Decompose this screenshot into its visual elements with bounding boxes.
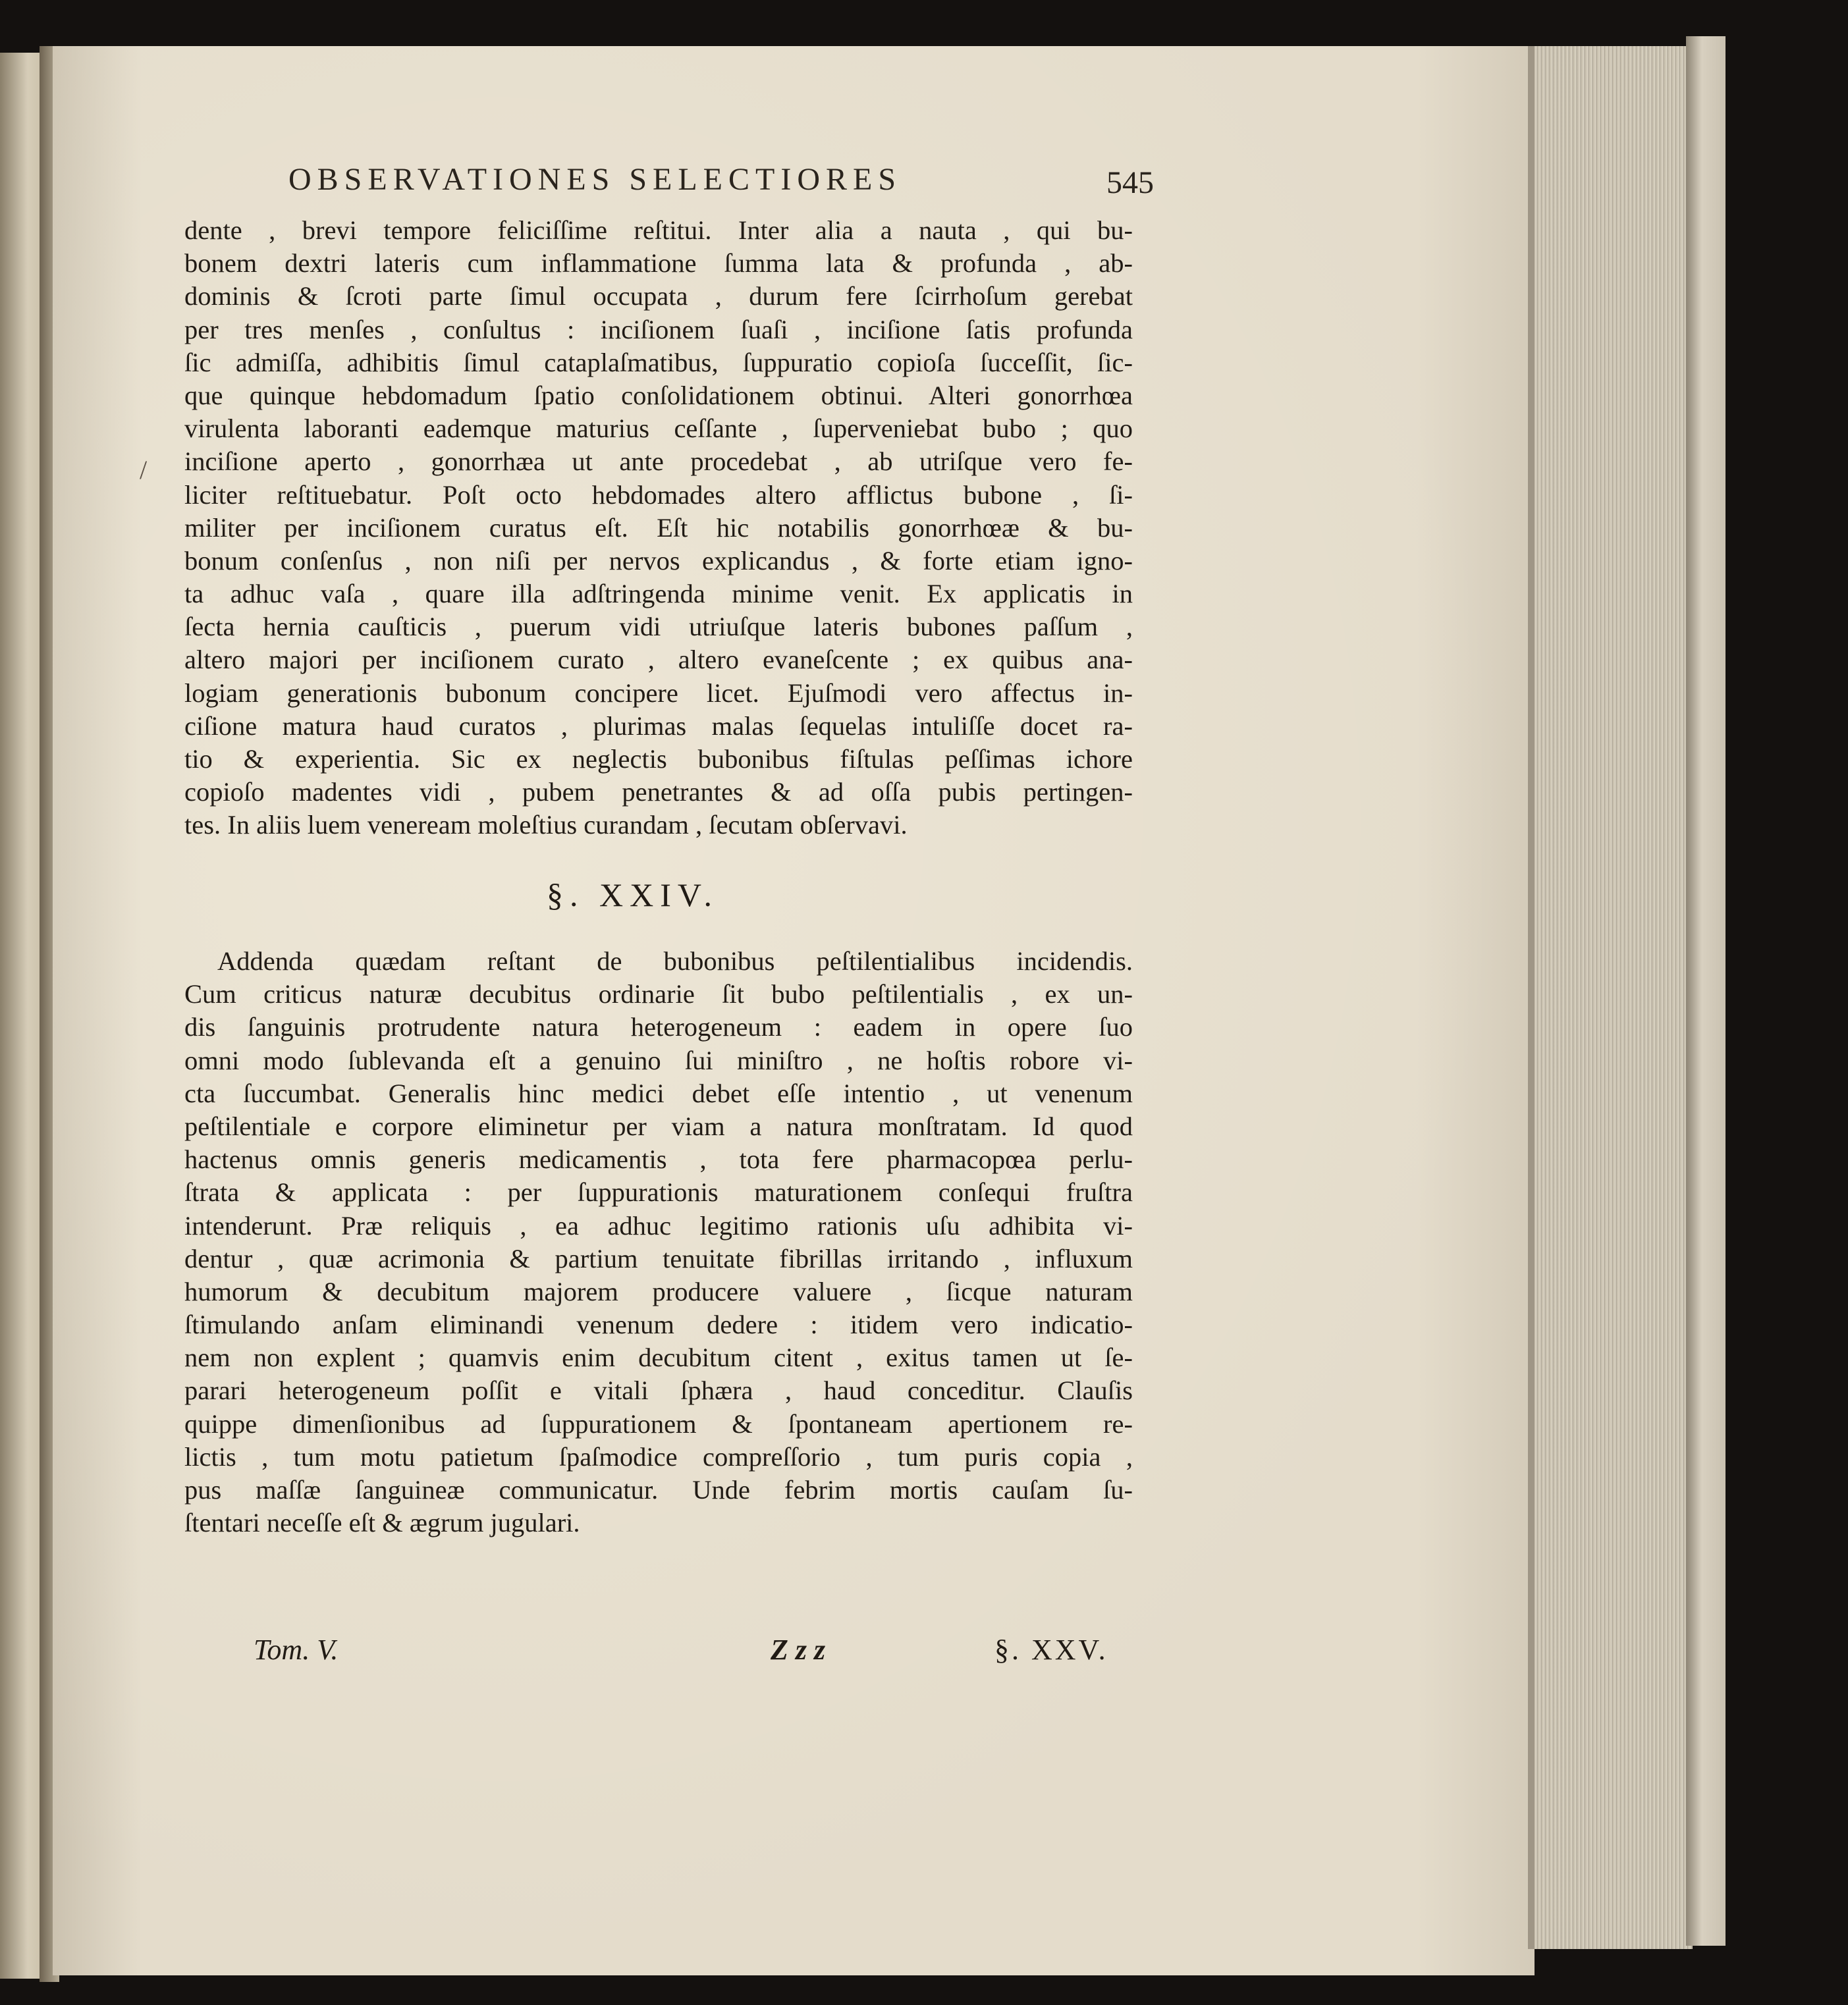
section-paragraph <box>184 945 1133 1539</box>
text-line: inciſione aperto , gonorrhæa ut ante procedebat , ab utriſque vero fe- <box>184 446 1133 477</box>
text-line: tio & experientia. Sic ex neglectis bubonibus fiſtulas peſſimas ichore <box>184 744 1133 774</box>
text-line: Cum criticus naturæ decubitus ordinarie ſit bubo peſtilentialis , ex un- <box>184 979 1133 1009</box>
text-line: virulenta laboranti eademque maturius ceſſante , ſuperveniebat bubo ; quo <box>184 414 1133 444</box>
text-line: que quinque hebdomadum ſpatio conſolidationem obtinui. Alteri gonorrhœa <box>184 380 1133 410</box>
text-line: bonem dextri lateris cum inflammatione ſumma lata & profunda , ab- <box>184 248 1133 279</box>
text-line: altero majori per inciſionem curato , altero evaneſcente ; ex quibus ana- <box>184 645 1133 675</box>
text-line: cta ſuccumbat. Generalis hinc medici debet eſſe intentio , ut venenum <box>184 1078 1133 1108</box>
text-line: humorum & decubitum majorem producere valuere , ſicque naturam <box>184 1276 1133 1306</box>
text-line: Addenda quædam reſtant de bubonibus peſtilentialibus incidendis. <box>217 946 1133 976</box>
text-line: lictis , tum motu patietum ſpaſmodice compreſſorio , tum puris copia , <box>184 1441 1133 1472</box>
text-line: pus maſſæ ſanguineæ communicatur. Unde febrim mortis cauſam ſu- <box>184 1475 1133 1505</box>
book-cover-edge <box>1686 36 1726 1946</box>
text-line: dominis & ſcroti parte ſimul occupata , durum fere ſcirrhoſum gerebat <box>184 281 1133 311</box>
text-line: ciſione matura haud curatos , plurimas malas ſequelas intuliſſe docet ra- <box>184 710 1133 741</box>
text-line: per tres menſes , conſultus : inciſionem ſuaſi , inciſione ſatis profunda <box>184 314 1133 344</box>
text-line: ſic admiſſa, adhibitis ſimul cataplaſmatibus, ſuppuratio copioſa ſucceſſit, ſic- <box>184 347 1133 377</box>
text-line: intenderunt. Præ reliquis , ea adhuc legitimo rationis uſu adhibita vi- <box>184 1210 1133 1241</box>
text-line: peſtilentiale e corpore eliminetur per viam a natura monſtratam. Id quod <box>184 1111 1133 1141</box>
text-line: ta adhuc vaſa , quare illa adſtringenda minime venit. Ex applicatis in <box>184 579 1133 609</box>
paragraph-continuation <box>184 214 1133 842</box>
text-line: quippe dimenſionibus ad ſuppurationem & ſpontaneam apertionem re- <box>184 1408 1133 1439</box>
volume-mark: Tom. V. <box>254 1634 339 1666</box>
running-title: OBSERVATIONES SELECTIORES <box>288 162 902 197</box>
text-line: militer per inciſionem curatus eſt. Eſt hic notabilis gonorrhœæ & bu- <box>184 512 1133 543</box>
text-line: parari heterogeneum poſſit e vitali ſphæra , haud conceditur. Clauſis <box>184 1376 1133 1406</box>
text-line: logiam generationis bubonum concipere licet. Ejuſmodi vero affectus in- <box>184 678 1133 708</box>
margin-tick-mark: / <box>140 455 148 485</box>
text-line: tes. In aliis luem veneream moleſtius curandam , ſecutam obſervavi. <box>184 810 908 840</box>
text-line: dente , brevi tempore feliciſſime reſtitui. Inter alia a nauta , qui bu- <box>184 215 1133 245</box>
text-line: ſtentari neceſſe eſt & ægrum jugulari. <box>184 1508 580 1538</box>
page-number: 545 <box>1106 165 1154 200</box>
catchword: §. XXV. <box>994 1634 1108 1666</box>
text-line: nem non explent ; quamvis enim decubitum citent , exitus tamen ut ſe- <box>184 1343 1133 1373</box>
page-stack-edge <box>1535 46 1693 1949</box>
text-line: ſtrata & applicata : per ſuppurationis maturationem conſequi fruſtra <box>184 1177 1133 1208</box>
text-line: bonum conſenſus , non niſi per nervos explicandus , & forte etiam igno- <box>184 545 1133 575</box>
text-line: ſecta hernia cauſticis , puerum vidi utriuſque lateris bubones paſſum , <box>184 612 1133 642</box>
text-line: copioſo madentes vidi , pubem penetrantes & ad oſſa pubis pertingen- <box>184 777 1133 807</box>
text-line: ſtimulando anſam eliminandi venenum dedere : itidem vero indicatio- <box>184 1310 1133 1340</box>
text-line: liciter reſtituebatur. Poſt octo hebdomades altero afflictus bubone , ſi- <box>184 479 1133 510</box>
signature-mark: Z z z <box>771 1634 826 1666</box>
text-line: dis ſanguinis protrudente natura heterogeneum : eadem in opere ſuo <box>184 1012 1133 1042</box>
section-heading: §. XXIV. <box>547 876 719 913</box>
text-line: hactenus omnis generis medicamentis , tota fere pharmacopœa perlu- <box>184 1144 1133 1175</box>
text-line: omni modo ſublevanda eſt a genuino ſui miniſtro , ne hoſtis robore vi- <box>184 1045 1133 1075</box>
text-line: dentur , quæ acrimonia & partium tenuitate fibrillas irritando , influxum <box>184 1243 1133 1273</box>
